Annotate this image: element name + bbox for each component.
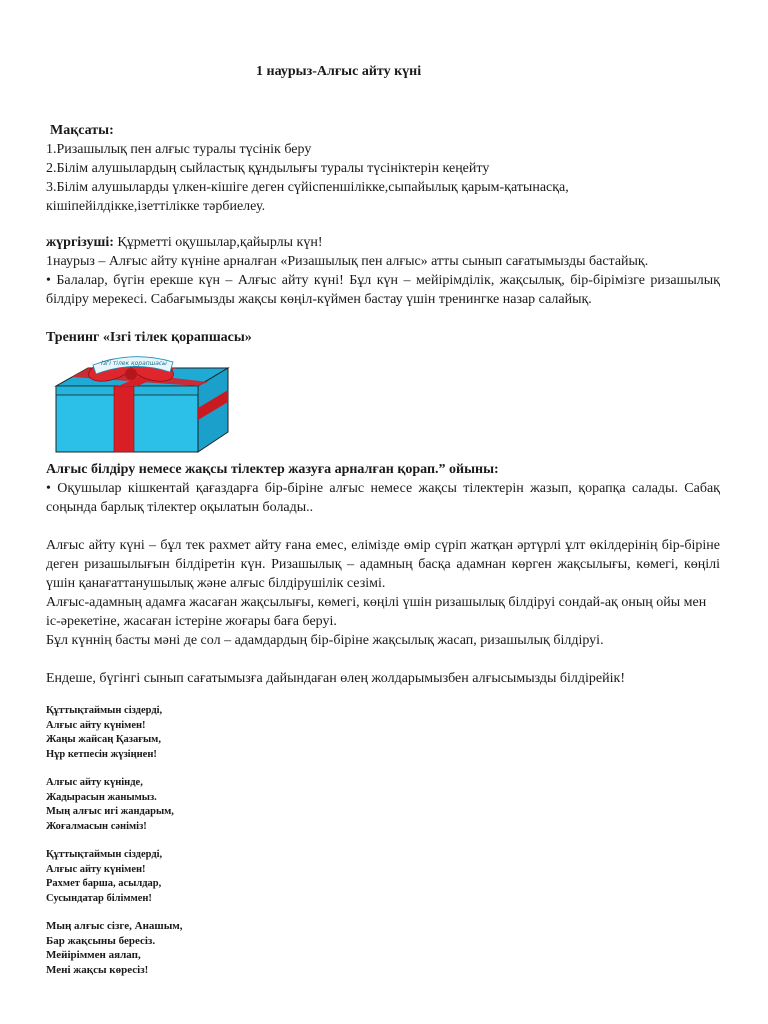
gift-box-image (48, 350, 238, 460)
host-line-2: • Балалар, бүгін ерекше күн – Алғыс айту күні! Бұл күн – мейірімділік, жақсылық, бір-бірімізге ризашылық білдіру мерекесі. Сабағымызды жақсы көңіл-күймен бастау үшін тренингке назар салайық. (46, 273, 720, 307)
poem-line: Алғыс айту күнімен! (46, 719, 146, 731)
goal-item-1: 1.Ризашылық пен алғыс туралы түсінік беру (46, 142, 312, 157)
page-title: 1 наурыз-Алғыс айту күні (256, 64, 422, 79)
host-greeting-line (46, 233, 720, 252)
host-line-1: 1наурыз – Алғыс айту күніне арналған «Ризашылық пен алғыс» атты сынып сағатымызды бастайық. (46, 254, 649, 269)
poem-stanza-1 (46, 704, 162, 762)
poem-line: Сусындатар біліммен! (46, 892, 152, 904)
goal-item-3: 3.Білім алушыларды үлкен-кішіге деген сүйіспеншілікке,сыпайылық қарым-қатынасқа, кішіпейілдікке,ізеттілікке тәрбиелеу. (46, 180, 569, 214)
body-paragraph-3: Бұл күннің басты мәні де сол – адамдардың бір-біріне жақсылық жасап, ризашылық білдіруі. (46, 633, 604, 648)
gift-caption: Ізгі тілек қорапшасы (101, 360, 167, 367)
body-paragraph-1: Алғыс айту күні – бұл тек рахмет айту ғана емес, елімізде өмір сүріп жатқан әртүрлі ұлт өкілдерінің бір-біріне деген ризашылығын білдіретін күн. Ризашылық – адамның басқа адамнан көрген жақсылығы, көмегі, көңілі үшін қанағаттанушылық және алғыс білдірушілік сезімі. (46, 538, 720, 591)
body-paragraph-4: Ендеше, бүгінгі сынып сағатымызға дайындаған өлең жолдарымызбен алғысымызды білдірейік! (46, 671, 625, 686)
poem-line: Жадырасын жанымыз. (46, 791, 157, 803)
gift-box-icon (48, 350, 238, 460)
poem-line: Рахмет барша, асылдар, (46, 878, 162, 889)
body-paragraph-2: Алғыс-адамның адамға жасаған жақсылығы, көмегі, көңілі үшін ризашылық білдіруі сондай-ақ оның ойы мен іс-әрекетіне, жасаған істеріне жоғары баға беруі. (46, 595, 707, 629)
goal-item-2: 2.Білім алушылардың сыйластық құндылығы туралы түсініктерін кеңейту (46, 161, 490, 176)
poem-line: Мың алғыс сізге, Анашым, (46, 920, 183, 932)
goals-heading: Мақсаты: (50, 123, 114, 138)
poem-line: Жаңы жайсаң Қазағым, (46, 734, 161, 745)
poem-line: Мейіріммен аялап, (46, 949, 141, 961)
host-label: жүргізуші: (46, 235, 114, 250)
training-heading: Тренинг «Ізгі тілек қорапшасы» (46, 330, 252, 345)
poem-line: Алғыс айту күнімен! (46, 863, 146, 875)
poem-line: Құттықтаймын сіздерді, (46, 705, 163, 716)
poem-line: Нұр кетпесін жүзіңнен! (46, 748, 157, 760)
poem-line: Алғыс айту күнінде, (46, 777, 143, 788)
game-heading: Алғыс білдіру немесе жақсы тілектер жазуға арналған қорап.” ойыны: (46, 462, 499, 477)
poem-line: Бар жақсыны бересіз. (46, 934, 156, 947)
game-text: • Оқушылар кішкентай қағаздарға бір-біріне алғыс немесе жақсы тілектерін жазып, қорапқа салады. Сабақ соңында барлық тілектер оқылатын болады.. (46, 481, 720, 515)
host-greeting: Құрметті оқушылар,қайырлы күн! (113, 235, 323, 250)
poem-line: Құттықтаймын сіздерді, (46, 849, 163, 860)
poem-stanza-4 (46, 919, 183, 977)
poem-line: Мені жақсы көресіз! (46, 963, 149, 976)
poem-line: Жоғалмасын сәніміз! (46, 820, 147, 832)
poem-line: Мың алғыс игі жандарым, (46, 806, 174, 817)
poem-stanza-3 (46, 848, 162, 906)
poem-stanza-2 (46, 776, 174, 834)
